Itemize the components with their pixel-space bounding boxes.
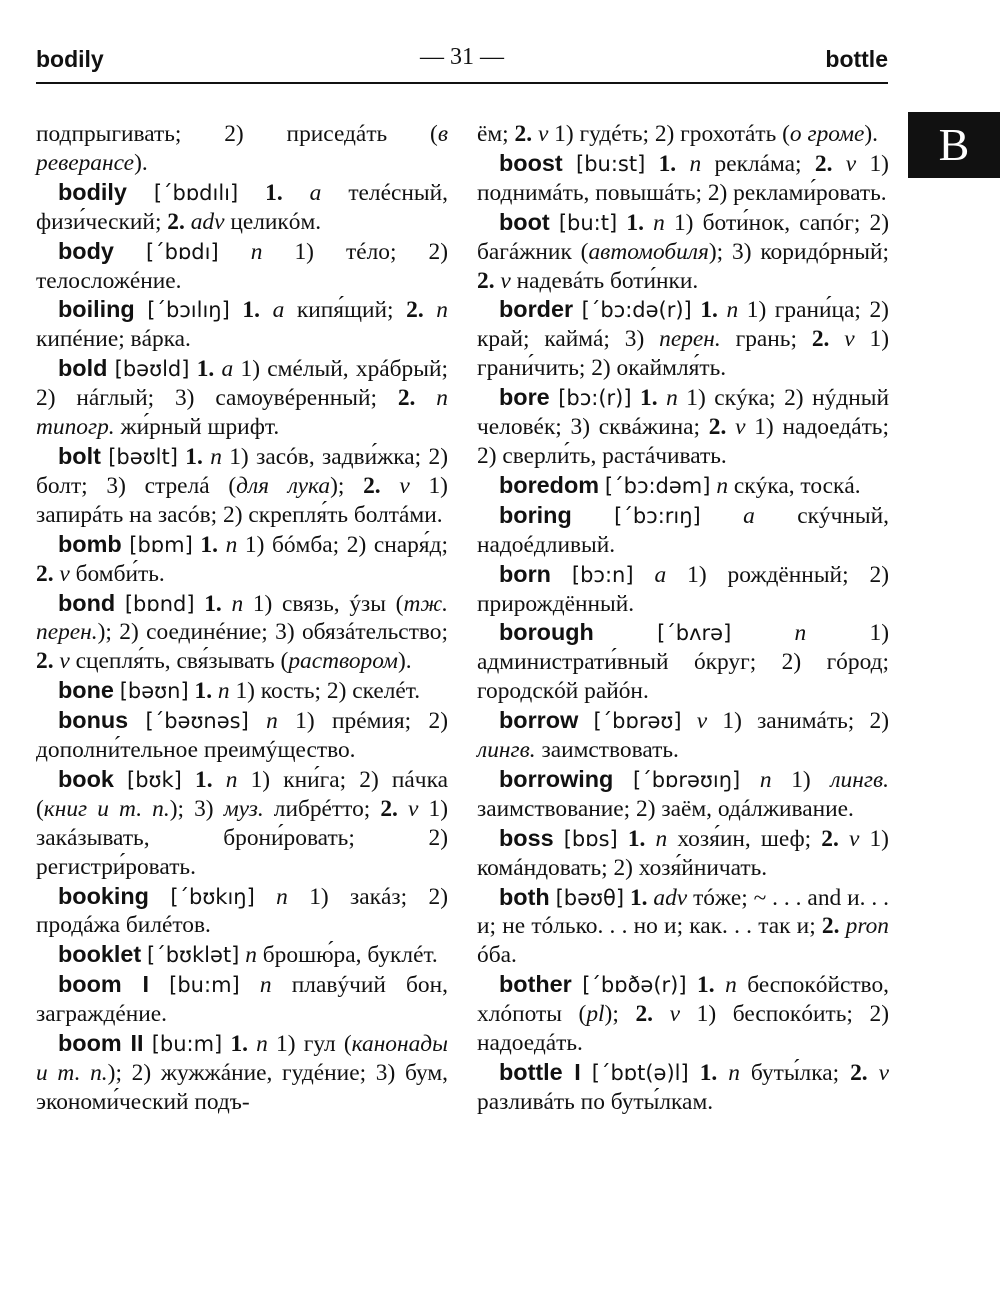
entry-headword: boredom xyxy=(499,471,600,498)
dictionary-entry xyxy=(477,560,889,619)
entry-transcription: [bəʊθ] xyxy=(555,885,625,910)
entry-transcription: [΄bɒrəʊ] xyxy=(593,709,682,734)
page-header xyxy=(36,42,888,84)
entry-transcription: [΄bɔ:rıŋ] xyxy=(614,503,701,528)
entry-transcription: [΄bʊklət] xyxy=(147,943,240,968)
entry-transcription: [΄bɔ:də(r)] xyxy=(581,298,692,323)
entry-headword: boom II xyxy=(58,1030,144,1057)
entry-transcription: [΄bɒdılı] xyxy=(153,180,239,205)
entry-headword: bolt xyxy=(58,442,101,469)
entry-headword: border xyxy=(499,296,574,323)
entry-transcription: [΄bɒt(ə)l] xyxy=(591,1061,689,1085)
entry-headword: booklet xyxy=(58,941,142,968)
entry-headword: borrowing xyxy=(499,765,614,792)
entry-definition: 1. n 1) связь, ýзы (тж. перен.); 2) соединéние; 3) обязáтельство; 2. v сцепля́ть, свя́зывать (раствором). xyxy=(36,590,448,675)
entry-definition: 1. a телéсный, физи́ческий; 2. adv целикóм. xyxy=(36,179,448,235)
entry-headword: both xyxy=(499,883,550,910)
entry-transcription: [bɔ:n] xyxy=(571,562,634,587)
entry-definition: 1. n реклáма; 2. v 1) поднимáть, повышáть; 2) реклами́ровать. xyxy=(477,150,889,206)
entry-transcription: [΄bɔ:dəm] xyxy=(604,473,711,498)
entry-headword: boring xyxy=(499,501,572,528)
dictionary-entry xyxy=(36,178,448,237)
entry-definition: 1. n 1) кость; 2) скелéт. xyxy=(194,678,421,705)
right-entries xyxy=(477,149,889,1117)
dictionary-entry xyxy=(477,618,889,706)
dictionary-entry xyxy=(36,765,448,882)
left-running-headword: bodily xyxy=(36,46,104,72)
entry-headword: bodily xyxy=(58,178,127,205)
entry-transcription: [bɒs] xyxy=(563,826,618,851)
entry-transcription: [bu:m] xyxy=(169,973,240,998)
entry-definition: 1. n 1) бóмба; 2) снаря́д; 2. v бомби́ть. xyxy=(36,531,448,587)
entry-definition: 1. n 1) гул (канонады и т. п.); 2) жужжáние, гудéние; 3) бум, экономи́ческий подъ- xyxy=(36,1031,448,1115)
dictionary-entry xyxy=(36,442,448,530)
entry-transcription: [bəʊld] xyxy=(114,357,190,382)
entry-definition: n 1) лингв. заимствование; 2) заём, одáлживание. xyxy=(477,766,889,822)
entry-definition: n плавýчий бон, заграждéние. xyxy=(36,972,448,1028)
entry-headword: bother xyxy=(499,971,572,998)
dictionary-entry xyxy=(477,501,889,560)
entry-definition: 1. n беспокóйство, хлóпоты (pl); 2. v 1) беспокóить; 2) надоедáть. xyxy=(477,972,889,1057)
entry-transcription: [bɒnd] xyxy=(124,591,195,616)
right-column xyxy=(477,120,889,1117)
entry-transcription: [bʊk] xyxy=(127,767,182,792)
entry-transcription: [bəʊn] xyxy=(119,679,189,704)
dictionary-entry xyxy=(36,970,448,1029)
entry-transcription: [bu:t] xyxy=(558,210,618,235)
entry-definition: a скýчный, надоéдливый. xyxy=(477,502,889,558)
entry-transcription: [΄bɒdı] xyxy=(145,239,219,264)
dictionary-entry xyxy=(36,1029,448,1117)
entry-headword: bold xyxy=(58,355,108,382)
entry-headword: booking xyxy=(58,882,149,909)
entry-headword: bore xyxy=(499,384,550,411)
dictionary-entry xyxy=(36,676,448,706)
left-column xyxy=(36,120,448,1117)
entry-transcription: [΄bəʊnəs] xyxy=(145,709,249,734)
entry-headword: bottle I xyxy=(499,1059,581,1085)
dictionary-entry xyxy=(477,383,889,471)
dictionary-entry xyxy=(477,970,889,1058)
dictionary-entry xyxy=(477,883,889,971)
entry-headword: borough xyxy=(499,619,594,646)
entry-headword: born xyxy=(499,560,551,587)
entry-headword: bone xyxy=(58,677,114,704)
entry-definition: n 1) закáз; 2) продáжа билéтов. xyxy=(36,883,448,939)
dictionary-entry xyxy=(477,765,889,824)
dictionary-entry xyxy=(36,237,448,296)
dictionary-entry xyxy=(36,589,448,677)
entry-transcription: [΄bɒðə(r)] xyxy=(582,973,687,998)
entry-transcription: [bɔ:(r)] xyxy=(558,386,632,411)
entry-transcription: [bəʊlt] xyxy=(108,444,178,469)
entry-headword: bonus xyxy=(58,707,129,734)
dictionary-entry xyxy=(477,149,889,208)
entry-headword: boot xyxy=(499,208,550,235)
entry-headword: boom I xyxy=(58,971,149,998)
left-entries xyxy=(36,178,448,1117)
entry-definition: v 1) занимáть; 2) лингв. заимствовать. xyxy=(477,708,889,764)
page-number: — 31 — xyxy=(420,44,504,70)
dictionary-entry xyxy=(477,208,889,296)
entry-transcription: [΄bʊkıŋ] xyxy=(170,884,255,909)
entry-definition: n 1) тéло; 2) телосложéние. xyxy=(36,238,449,294)
entry-definition: n 1) прéмия; 2) дополни́тельное преимýщество. xyxy=(36,708,448,764)
entry-definition: 1. n буты́лка; 2. v разливáть по буты́лкам. xyxy=(477,1060,889,1115)
dictionary-entry xyxy=(36,706,448,765)
entry-definition: 1. adv тóже; ~ . . . and и. . . и; не тóлько. . . но и; как. . . так и; 2. pron óба. xyxy=(477,884,889,969)
entry-definition: 1. n 1) кни́га; 2) пáчка (книг и т. п.); 3) муз. либрéтто; 2. v 1) закáзывать, брони́ровать; 2) регистри́ровать. xyxy=(36,766,448,880)
entry-transcription: [΄bɔılıŋ] xyxy=(147,298,230,323)
entry-definition: 1. a 1) смéлый, хрáбрый; 2) нáглый; 3) самоувéренный; 2. n типогр. жи́рный шрифт. xyxy=(36,356,448,441)
entry-headword: body xyxy=(58,237,114,264)
continued-text: подпрыгивать; 2) приседáть (в реверансе). xyxy=(36,121,448,176)
dictionary-entry xyxy=(36,940,448,970)
entry-headword: bond xyxy=(58,589,116,616)
entry-transcription: [bɒm] xyxy=(129,532,193,557)
entry-headword: boiling xyxy=(58,296,135,323)
entry-definition: 1. a кипя́щий; 2. n кипéние; вáрка. xyxy=(36,297,448,353)
dictionary-entry xyxy=(36,295,448,354)
entry-headword: bomb xyxy=(58,530,122,557)
dictionary-entry xyxy=(477,471,889,501)
entry-transcription: [΄bʌrə] xyxy=(657,621,732,646)
entry-transcription: [bu:m] xyxy=(151,1032,223,1057)
entry-headword: boss xyxy=(499,824,554,851)
entry-definition: a 1) рождённый; 2) прирождённый. xyxy=(477,561,889,617)
entry-headword: boost xyxy=(499,149,563,176)
dictionary-entry xyxy=(477,824,889,883)
letter-thumb-tab: B xyxy=(908,112,1000,178)
entry-transcription: [bu:st] xyxy=(576,151,646,176)
entry-definition: 1. n 1) грани́ца; 2) край; каймá; 3) перен. грань; 2. v 1) грани́чить; 2) окаймля́ть. xyxy=(477,297,889,382)
entry-definition: n 1) администрати́вный óкруг; 2) гóрод; городскóй райóн. xyxy=(477,620,889,705)
dictionary-entry xyxy=(36,354,448,442)
entry-definition: 1. n 1) боти́нок, сапóг; 2) багáжник (автомобиля); 3) коридóрный; 2. v надевáть боти́нки. xyxy=(477,209,889,294)
entry-definition: n скýка, тоскá. xyxy=(716,472,861,499)
entry-definition: 1. n хозя́ин, шеф; 2. v 1) комáндовать; 2) хозя́йничать. xyxy=(477,825,889,881)
right-running-headword: bottle xyxy=(825,46,888,72)
entry-headword: book xyxy=(58,765,114,792)
dictionary-entry xyxy=(36,530,448,589)
continued-text: ём; 2. v 1) гудéть; 2) грохотáть (о громе). xyxy=(477,121,879,147)
entry-headword: borrow xyxy=(499,707,579,734)
dictionary-entry xyxy=(477,706,889,765)
dictionary-entry xyxy=(36,882,448,941)
entry-definition: 1. n 1) скýка; 2) нýдный человéк; 3) сквáжина; 2. v 1) надоедáть; 2) сверли́ть, растáчивать. xyxy=(477,385,889,469)
entry-definition: 1. n 1) засóв, задви́жка; 2) болт; 3) стрелá (для лука); 2. v 1) запирáть на засóв; 2) скрепля́ть болтáми. xyxy=(36,443,448,528)
dictionary-entry xyxy=(477,1058,889,1117)
entry-transcription: [΄bɒrəʊıŋ] xyxy=(633,767,741,792)
dictionary-entry xyxy=(477,295,889,383)
entry-definition: n брошю́ра, буклéт. xyxy=(245,942,438,969)
